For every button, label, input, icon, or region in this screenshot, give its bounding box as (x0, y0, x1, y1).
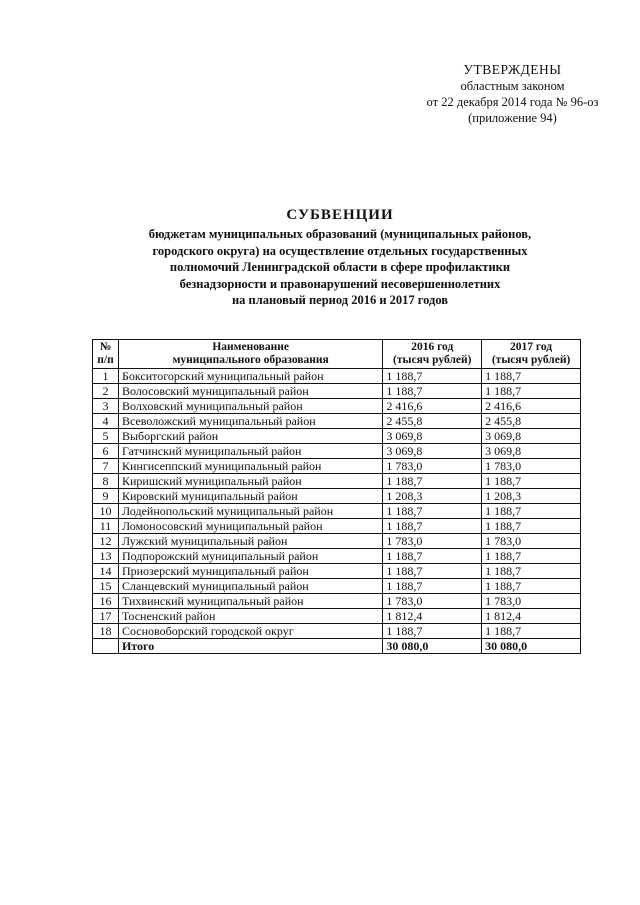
approval-block (425, 62, 600, 126)
row-num: 9 (93, 489, 119, 504)
row-2017: 1 783,0 (482, 459, 581, 474)
row-name: Кировский муниципальный район (118, 489, 382, 504)
row-num: 16 (93, 594, 119, 609)
row-name: Тосненский район (118, 609, 382, 624)
header-name: Наименование муниципального образования (118, 340, 382, 369)
table-row (93, 489, 581, 504)
row-name: Лужский муниципальный район (118, 534, 382, 549)
row-2017: 1 783,0 (482, 534, 581, 549)
table-row (93, 519, 581, 534)
table-row (93, 609, 581, 624)
row-name: Сосновоборский городской округ (118, 624, 382, 639)
row-2016: 1 783,0 (383, 534, 482, 549)
row-name: Киришский муниципальный район (118, 474, 382, 489)
title-main: СУБВЕНЦИИ (286, 207, 394, 223)
row-2016: 1 188,7 (383, 519, 482, 534)
title-line: безнадзорности и правонарушений несовершеннолетних (179, 276, 501, 291)
row-2016: 1 188,7 (383, 369, 482, 384)
row-num: 5 (93, 429, 119, 444)
row-num: 7 (93, 459, 119, 474)
row-num: 4 (93, 414, 119, 429)
subventions-table (92, 339, 581, 654)
table-row (93, 624, 581, 639)
row-2016: 1 188,7 (383, 504, 482, 519)
table-row (93, 549, 581, 564)
row-num: 11 (93, 519, 119, 534)
row-2016: 3 069,8 (383, 429, 482, 444)
row-name: Волосовский муниципальный район (118, 384, 382, 399)
row-2016: 1 783,0 (383, 459, 482, 474)
table-row (93, 429, 581, 444)
table-row (93, 534, 581, 549)
row-2016: 1 783,0 (383, 594, 482, 609)
document-title (60, 207, 620, 309)
row-2017: 1 188,7 (482, 474, 581, 489)
row-num: 1 (93, 369, 119, 384)
table-row (93, 564, 581, 579)
row-name: Волховский муниципальный район (118, 399, 382, 414)
header-2016: 2016 год (тысяч рублей) (383, 340, 482, 369)
row-2017: 1 208,3 (482, 489, 581, 504)
row-name: Всеволожский муниципальный район (118, 414, 382, 429)
row-num: 2 (93, 384, 119, 399)
row-num: 6 (93, 444, 119, 459)
row-num: 14 (93, 564, 119, 579)
total-num (93, 639, 119, 654)
total-label: Итого (118, 639, 382, 654)
row-2017: 1 812,4 (482, 609, 581, 624)
row-num: 17 (93, 609, 119, 624)
row-name: Лодейнопольский муниципальный район (118, 504, 382, 519)
row-2016: 1 208,3 (383, 489, 482, 504)
row-2017: 1 188,7 (482, 519, 581, 534)
row-name: Кингисеппский муниципальный район (118, 459, 382, 474)
row-num: 13 (93, 549, 119, 564)
table-row (93, 459, 581, 474)
row-name: Подпорожский муниципальный район (118, 549, 382, 564)
row-2016: 1 188,7 (383, 474, 482, 489)
row-2017: 1 188,7 (482, 564, 581, 579)
row-2016: 2 416,6 (383, 399, 482, 414)
approval-heading: УТВЕРЖДЕНЫ (463, 62, 562, 77)
total-row (93, 639, 581, 654)
row-2017: 1 188,7 (482, 369, 581, 384)
row-num: 18 (93, 624, 119, 639)
row-2016: 1 812,4 (383, 609, 482, 624)
row-name: Гатчинский муниципальный район (118, 444, 382, 459)
row-num: 8 (93, 474, 119, 489)
table-row (93, 504, 581, 519)
approval-law: областным законом (460, 79, 565, 93)
table-row (93, 414, 581, 429)
row-name: Сланцевский муниципальный район (118, 579, 382, 594)
row-2017: 1 188,7 (482, 384, 581, 399)
row-2017: 1 188,7 (482, 624, 581, 639)
row-2017: 1 188,7 (482, 504, 581, 519)
row-name: Бокситогорский муниципальный район (118, 369, 382, 384)
table-row (93, 399, 581, 414)
title-line: полномочий Ленинградской области в сфере профилактики (169, 260, 511, 274)
row-2017: 1 188,7 (482, 579, 581, 594)
row-name: Приозерский муниципальный район (118, 564, 382, 579)
total-2016: 30 080,0 (383, 639, 482, 654)
row-num: 15 (93, 579, 119, 594)
row-2016: 2 455,8 (383, 414, 482, 429)
table-body (93, 369, 581, 639)
row-2016: 1 188,7 (383, 579, 482, 594)
row-2016: 1 188,7 (383, 384, 482, 399)
table-row (93, 579, 581, 594)
row-num: 12 (93, 534, 119, 549)
table-row (93, 594, 581, 609)
title-line: городского округа) на осуществление отдельных государственных (152, 243, 528, 258)
row-num: 10 (93, 504, 119, 519)
row-num: 3 (93, 399, 119, 414)
row-2016: 3 069,8 (383, 444, 482, 459)
row-2016: 1 188,7 (383, 549, 482, 564)
table-row (93, 474, 581, 489)
row-name: Тихвинский муниципальный район (118, 594, 382, 609)
row-2017: 2 416,6 (482, 399, 581, 414)
row-2017: 1 188,7 (482, 549, 581, 564)
total-2017: 30 080,0 (482, 639, 581, 654)
row-2017: 1 783,0 (482, 594, 581, 609)
row-2017: 2 455,8 (482, 414, 581, 429)
table-header-row (93, 340, 581, 369)
row-2016: 1 188,7 (383, 564, 482, 579)
row-name: Ломоносовский муниципальный район (118, 519, 382, 534)
header-num: № п/п (93, 340, 119, 369)
approval-date: от 22 декабря 2014 года № 96-оз (426, 95, 599, 109)
approval-appendix: (приложение 94) (468, 111, 557, 125)
row-2017: 3 069,8 (482, 444, 581, 459)
table-row (93, 369, 581, 384)
row-2016: 1 188,7 (383, 624, 482, 639)
row-2017: 3 069,8 (482, 429, 581, 444)
title-line: на плановый период 2016 и 2017 годов (231, 293, 449, 307)
table-row (93, 384, 581, 399)
title-line: бюджетам муниципальных образований (муниципальных районов, (148, 227, 532, 241)
header-2017: 2017 год (тысяч рублей) (482, 340, 581, 369)
row-name: Выборгский район (118, 429, 382, 444)
table-row (93, 444, 581, 459)
